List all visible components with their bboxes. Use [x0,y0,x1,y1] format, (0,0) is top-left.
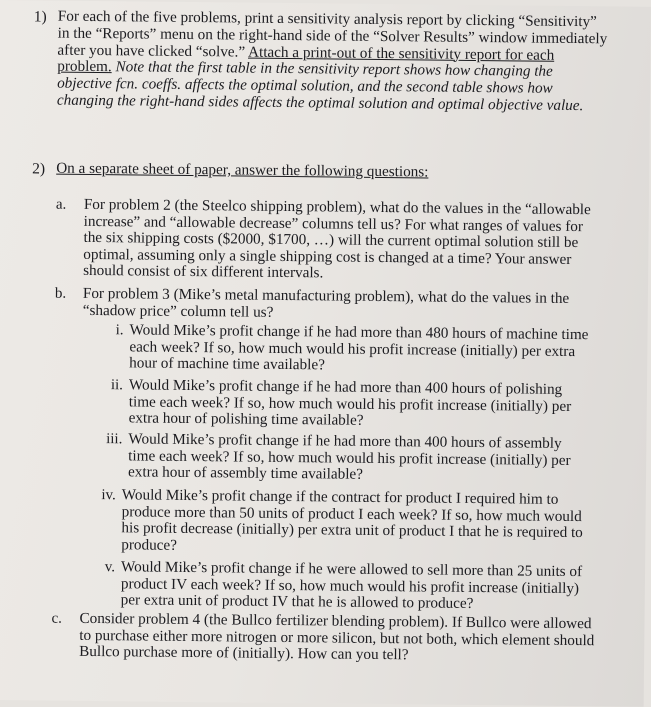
question-2b [55,286,600,325]
question-2b-item-text: Would Mike’s profit change if he were allowed to sell more than 25 units of product IV each week? If so, how much would his profit increase (initially) per extra unit of product IV that he is allowed to produce? [120,558,583,613]
question-2c-marker: c. [51,610,63,627]
question-2-number: 2) [32,160,46,178]
question-1 [33,8,609,115]
question-2c [51,611,596,666]
question-1-text-plain: For each of the five problems, print a sensitivity analysis report by clicking “Sensitivity” in the “Reports” menu on the right-hand side of the “Solver Results” window immediately after you have clicked “solve.” [57,7,608,61]
question-2b-item-text: Would Mike’s profit change if he had more than 400 hours of assembly time each week? If so, how much would his profit increase (initially) per extra hour of assembly time available? [127,430,571,484]
question-2b-item-marker: ii. [110,377,124,394]
question-2 [32,160,607,183]
question-1-text [57,9,609,116]
question-2b-item-marker: v. [104,559,116,576]
question-2b-item [101,486,590,558]
question-2c-text: Consider problem 4 (the Bullco fertilizer blending problem). If Bullco were allowed to purchase either more nitrogen or more silicon, but not both, which element should Bullco purchase more of (initially). How can you tell? [79,609,595,664]
question-2a-text: For problem 2 (the Steelco shipping problem), what do the values in the “allowable increase” and “allowable decrease” columns tell us? For what ranges of values for the six shipping costs ($2000, $1700, …) will the current optimal solution still be optimal, assuming only a single shipping cost is changed at a time? Your answer should consist of six different intervals. [83,195,591,282]
question-2a-marker: a. [55,196,67,213]
question-1-text-italic: Note that the first table in the sensitivity report shows how changing the objective fcn. coeffs. affects the optimal solution, and the second table shows how changing the right-hand sides affects the optimal solution and optimal objective value. [56,58,584,115]
question-2b-item-marker: iii. [106,431,123,448]
question-2-heading-underlined: On a separate sheet of paper, answer the following questions: [56,159,429,181]
question-2b-item-text: Would Mike’s profit change if he had more than 480 hours of machine time each week? If so, how much would his profit increase (initially) per extra hour of machine time available? [129,321,589,374]
question-2b-marker: b. [54,285,67,302]
question-2b-text: For problem 3 (Mike’s metal manufacturing problem), what do the values in the “shadow price” column tell us? [82,284,570,321]
question-2a [55,197,601,286]
question-2b-item [115,321,591,377]
question-2b-item-text: Would Mike’s profit change if the contract for product I required him to produce more than 50 units of product I each week? If so, how much would his profit decrease (initially) per extra unit of product I that he is required to produce? [121,486,583,554]
question-2b-item-marker: iv. [101,487,116,504]
question-2b-item-marker: i. [115,322,124,339]
question-2-heading [56,161,607,184]
question-2b-item [110,376,591,432]
question-1-number: 1) [33,8,47,26]
question-2b-item [104,558,589,614]
question-2b-item-text: Would Mike’s profit change if he had more than 400 hours of polishing time each week? If so, how much would his profit increase (initially) per extra hour of polishing time available? [128,376,572,430]
question-2b-item [106,430,590,486]
question-1-text-underlined: Attach a print-out of the sensitivity report for each problem. [57,43,555,76]
